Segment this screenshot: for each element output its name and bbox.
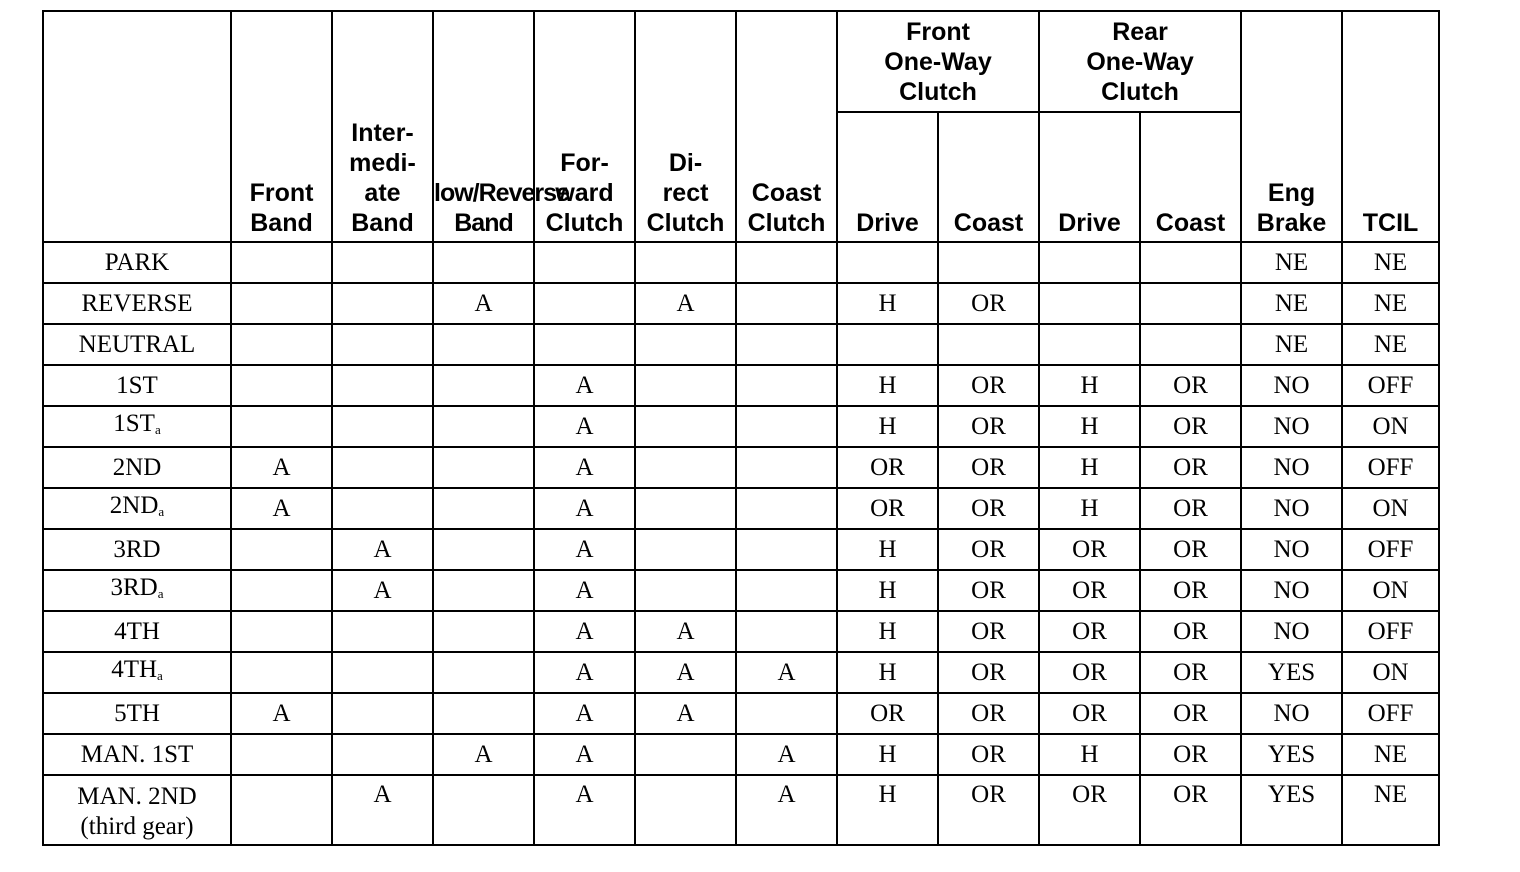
table-cell: A xyxy=(635,652,736,693)
table-cell: NO xyxy=(1241,529,1342,570)
table-cell xyxy=(1140,324,1241,365)
table-cell xyxy=(635,324,736,365)
row-label-text: NEUTRAL xyxy=(78,330,196,358)
header-corner xyxy=(43,11,231,242)
table-cell xyxy=(433,365,534,406)
row-label xyxy=(43,775,231,845)
table-cell: OR xyxy=(1140,529,1241,570)
table-cell: ON xyxy=(1342,570,1439,611)
table-cell: OFF xyxy=(1342,365,1439,406)
table-cell: NO xyxy=(1241,447,1342,488)
table-cell: OR xyxy=(1140,447,1241,488)
table-cell xyxy=(635,406,736,447)
table-cell xyxy=(736,611,837,652)
row-label xyxy=(43,611,231,652)
table-cell: OR xyxy=(1039,775,1140,845)
header-coast-clutch: Coast Clutch xyxy=(736,11,837,242)
table-cell xyxy=(231,529,332,570)
row-label xyxy=(43,734,231,775)
table-cell: OR xyxy=(938,488,1039,529)
table-cell: OR xyxy=(938,693,1039,734)
table-cell: YES xyxy=(1241,775,1342,845)
table-cell xyxy=(231,365,332,406)
row-label-text: 3RD xyxy=(113,535,161,563)
table-cell: OR xyxy=(1140,611,1241,652)
row-label-text: 2ND xyxy=(109,491,159,519)
table-cell: OR xyxy=(837,447,938,488)
table-cell: YES xyxy=(1241,734,1342,775)
table-cell xyxy=(332,365,433,406)
table-cell: H xyxy=(837,570,938,611)
table-cell: A xyxy=(332,570,433,611)
table-cell xyxy=(534,283,635,324)
table-cell xyxy=(736,529,837,570)
row-label xyxy=(43,693,231,734)
table-cell: NO xyxy=(1241,611,1342,652)
row-label xyxy=(43,570,231,611)
table-cell xyxy=(231,283,332,324)
table-row xyxy=(43,775,1439,845)
table-cell: H xyxy=(837,652,938,693)
clutch-band-application-table xyxy=(42,10,1440,846)
table-cell xyxy=(736,488,837,529)
table-cell: A xyxy=(534,529,635,570)
table-cell: A xyxy=(736,652,837,693)
table-cell: NE xyxy=(1241,242,1342,283)
table-cell: OR xyxy=(938,447,1039,488)
table-cell xyxy=(433,775,534,845)
table-cell: NO xyxy=(1241,406,1342,447)
table-cell: OFF xyxy=(1342,611,1439,652)
table-cell xyxy=(231,406,332,447)
table-cell: NE xyxy=(1342,775,1439,845)
table-cell: H xyxy=(837,529,938,570)
row-label-text: PARK xyxy=(104,248,170,276)
table-cell: H xyxy=(837,406,938,447)
table-cell: OR xyxy=(1039,652,1140,693)
row-label-text: 4TH xyxy=(111,655,158,683)
row-label xyxy=(43,529,231,570)
table-cell xyxy=(534,242,635,283)
table-cell xyxy=(231,775,332,845)
table-cell xyxy=(736,242,837,283)
table-row xyxy=(43,529,1439,570)
table-cell xyxy=(231,570,332,611)
table-cell: NE xyxy=(1342,734,1439,775)
table-cell xyxy=(332,242,433,283)
header-row-top xyxy=(43,11,1439,112)
table-cell xyxy=(433,611,534,652)
row-label xyxy=(43,324,231,365)
row-label xyxy=(43,652,231,693)
row-label-text: 4TH xyxy=(114,617,160,645)
table-cell xyxy=(534,324,635,365)
table-cell: H xyxy=(1039,734,1140,775)
table-cell: NO xyxy=(1241,365,1342,406)
table-cell: OFF xyxy=(1342,447,1439,488)
table-cell: OR xyxy=(1039,570,1140,611)
table-cell: NO xyxy=(1241,693,1342,734)
table-cell: OR xyxy=(938,365,1039,406)
row-label-subscript: a xyxy=(157,667,163,683)
shift-table-container xyxy=(42,10,1438,846)
header-front-band: Front Band xyxy=(231,11,332,242)
table-cell xyxy=(837,324,938,365)
header-low-reverse-band: low/Reverse Band xyxy=(433,11,534,242)
table-cell xyxy=(1039,242,1140,283)
table-cell: H xyxy=(837,283,938,324)
table-cell: OR xyxy=(938,734,1039,775)
table-cell: A xyxy=(332,529,433,570)
table-cell: OR xyxy=(938,570,1039,611)
table-cell xyxy=(736,693,837,734)
table-cell xyxy=(736,406,837,447)
table-cell xyxy=(433,488,534,529)
table-cell: OR xyxy=(1140,652,1241,693)
table-cell: OR xyxy=(938,652,1039,693)
table-cell xyxy=(433,242,534,283)
table-cell xyxy=(332,611,433,652)
table-cell xyxy=(736,283,837,324)
table-row xyxy=(43,570,1439,611)
table-cell: A xyxy=(534,652,635,693)
row-label-text: 3RD xyxy=(110,573,158,601)
table-cell xyxy=(635,529,736,570)
table-cell: A xyxy=(534,488,635,529)
table-cell: H xyxy=(837,775,938,845)
row-label xyxy=(43,447,231,488)
table-cell xyxy=(635,242,736,283)
table-cell: A xyxy=(534,365,635,406)
header-rear-owc-coast: Coast xyxy=(1140,112,1241,242)
table-cell: A xyxy=(635,283,736,324)
table-cell: OR xyxy=(938,406,1039,447)
table-cell: ON xyxy=(1342,652,1439,693)
header-front-one-way-clutch: Front One-Way Clutch xyxy=(837,11,1039,112)
table-cell xyxy=(231,652,332,693)
table-cell xyxy=(736,570,837,611)
row-label xyxy=(43,365,231,406)
table-cell: H xyxy=(837,734,938,775)
table-cell: OR xyxy=(1140,693,1241,734)
table-cell: A xyxy=(534,406,635,447)
table-cell: NO xyxy=(1241,488,1342,529)
table-cell xyxy=(736,447,837,488)
table-cell: H xyxy=(837,611,938,652)
table-cell: OR xyxy=(1140,775,1241,845)
table-cell: OR xyxy=(837,488,938,529)
row-label-subscript: a xyxy=(158,503,165,519)
table-cell: A xyxy=(534,611,635,652)
header-eng-brake: Eng Brake xyxy=(1241,11,1342,242)
header-front-owc-coast: Coast xyxy=(938,112,1039,242)
row-label-text: 1ST xyxy=(116,371,158,399)
row-label xyxy=(43,406,231,447)
table-cell xyxy=(231,324,332,365)
table-cell: A xyxy=(534,775,635,845)
table-cell xyxy=(635,488,736,529)
table-cell: A xyxy=(433,734,534,775)
table-cell xyxy=(231,611,332,652)
table-cell: ON xyxy=(1342,406,1439,447)
table-cell: NE xyxy=(1241,283,1342,324)
row-label-text: MAN. 1ST xyxy=(80,740,194,768)
header-forward-clutch: For- ward Clutch xyxy=(534,11,635,242)
table-cell xyxy=(332,652,433,693)
header-direct-clutch: Di- rect Clutch xyxy=(635,11,736,242)
table-cell xyxy=(433,324,534,365)
table-cell: OFF xyxy=(1342,693,1439,734)
table-cell: H xyxy=(1039,488,1140,529)
header-front-owc-drive: Drive xyxy=(837,112,938,242)
table-cell: H xyxy=(837,365,938,406)
table-cell: ON xyxy=(1342,488,1439,529)
table-cell: OR xyxy=(1140,488,1241,529)
row-label xyxy=(43,283,231,324)
table-cell xyxy=(635,775,736,845)
table-cell: OR xyxy=(1140,734,1241,775)
table-cell xyxy=(332,406,433,447)
table-cell xyxy=(635,570,736,611)
table-cell: NE xyxy=(1241,324,1342,365)
table-cell xyxy=(332,324,433,365)
header-rear-one-way-clutch: Rear One-Way Clutch xyxy=(1039,11,1241,112)
table-row xyxy=(43,693,1439,734)
table-cell: OR xyxy=(1039,693,1140,734)
table-cell xyxy=(433,447,534,488)
table-cell xyxy=(1140,242,1241,283)
table-cell xyxy=(938,324,1039,365)
table-cell xyxy=(635,447,736,488)
row-label-text: REVERSE xyxy=(81,289,193,317)
table-cell: H xyxy=(1039,406,1140,447)
table-cell xyxy=(332,693,433,734)
table-cell xyxy=(837,242,938,283)
row-label-text: 1ST xyxy=(113,409,155,437)
table-row xyxy=(43,365,1439,406)
table-row xyxy=(43,406,1439,447)
table-row xyxy=(43,447,1439,488)
table-cell: NE xyxy=(1342,324,1439,365)
table-cell xyxy=(433,570,534,611)
row-label xyxy=(43,488,231,529)
table-cell: NO xyxy=(1241,570,1342,611)
row-label-text: MAN. 2ND xyxy=(77,783,197,810)
table-cell xyxy=(736,365,837,406)
table-cell: A xyxy=(534,570,635,611)
table-cell xyxy=(1039,283,1140,324)
table-cell: OR xyxy=(938,611,1039,652)
table-cell: OR xyxy=(1140,365,1241,406)
table-cell xyxy=(433,406,534,447)
table-cell xyxy=(332,447,433,488)
table-cell: OR xyxy=(1140,406,1241,447)
row-label-note: (third gear) xyxy=(80,813,194,840)
row-label-text: 5TH xyxy=(114,699,160,727)
table-row xyxy=(43,652,1439,693)
table-cell xyxy=(332,734,433,775)
table-cell xyxy=(736,324,837,365)
table-cell: YES xyxy=(1241,652,1342,693)
table-row xyxy=(43,734,1439,775)
row-label-subscript: a xyxy=(154,421,161,437)
table-cell: A xyxy=(433,283,534,324)
table-cell: OR xyxy=(1039,611,1140,652)
table-body xyxy=(43,242,1439,845)
header-intermediate-band: Inter- medi- ate Band xyxy=(332,11,433,242)
table-cell: A xyxy=(534,447,635,488)
table-cell xyxy=(635,365,736,406)
table-cell: A xyxy=(231,693,332,734)
table-cell xyxy=(433,693,534,734)
header-rear-owc-drive: Drive xyxy=(1039,112,1140,242)
table-cell: A xyxy=(332,775,433,845)
table-cell: A xyxy=(534,693,635,734)
header-tcil: TCIL xyxy=(1342,11,1439,242)
table-cell: A xyxy=(736,734,837,775)
table-cell: OR xyxy=(1039,529,1140,570)
table-cell xyxy=(332,488,433,529)
table-cell xyxy=(1140,283,1241,324)
table-cell xyxy=(433,652,534,693)
table-cell: H xyxy=(1039,365,1140,406)
table-row xyxy=(43,611,1439,652)
table-cell: A xyxy=(231,447,332,488)
table-cell: OR xyxy=(938,283,1039,324)
table-cell: A xyxy=(635,611,736,652)
row-label-subscript: a xyxy=(157,585,164,601)
table-cell xyxy=(433,529,534,570)
table-cell xyxy=(231,242,332,283)
row-label xyxy=(43,242,231,283)
table-row xyxy=(43,324,1439,365)
table-cell: A xyxy=(534,734,635,775)
table-cell: NE xyxy=(1342,242,1439,283)
table-cell: NE xyxy=(1342,283,1439,324)
table-row xyxy=(43,242,1439,283)
table-cell: OFF xyxy=(1342,529,1439,570)
table-cell: H xyxy=(1039,447,1140,488)
table-cell xyxy=(1039,324,1140,365)
table-cell: A xyxy=(635,693,736,734)
table-cell xyxy=(938,242,1039,283)
table-cell: OR xyxy=(837,693,938,734)
table-cell: OR xyxy=(938,529,1039,570)
table-row xyxy=(43,283,1439,324)
table-cell: OR xyxy=(1140,570,1241,611)
table-cell: OR xyxy=(938,775,1039,845)
row-label-text: 2ND xyxy=(112,453,162,481)
table-cell xyxy=(635,734,736,775)
table-cell: A xyxy=(736,775,837,845)
table-cell: A xyxy=(231,488,332,529)
table-row xyxy=(43,488,1439,529)
table-cell xyxy=(231,734,332,775)
table-cell xyxy=(332,283,433,324)
